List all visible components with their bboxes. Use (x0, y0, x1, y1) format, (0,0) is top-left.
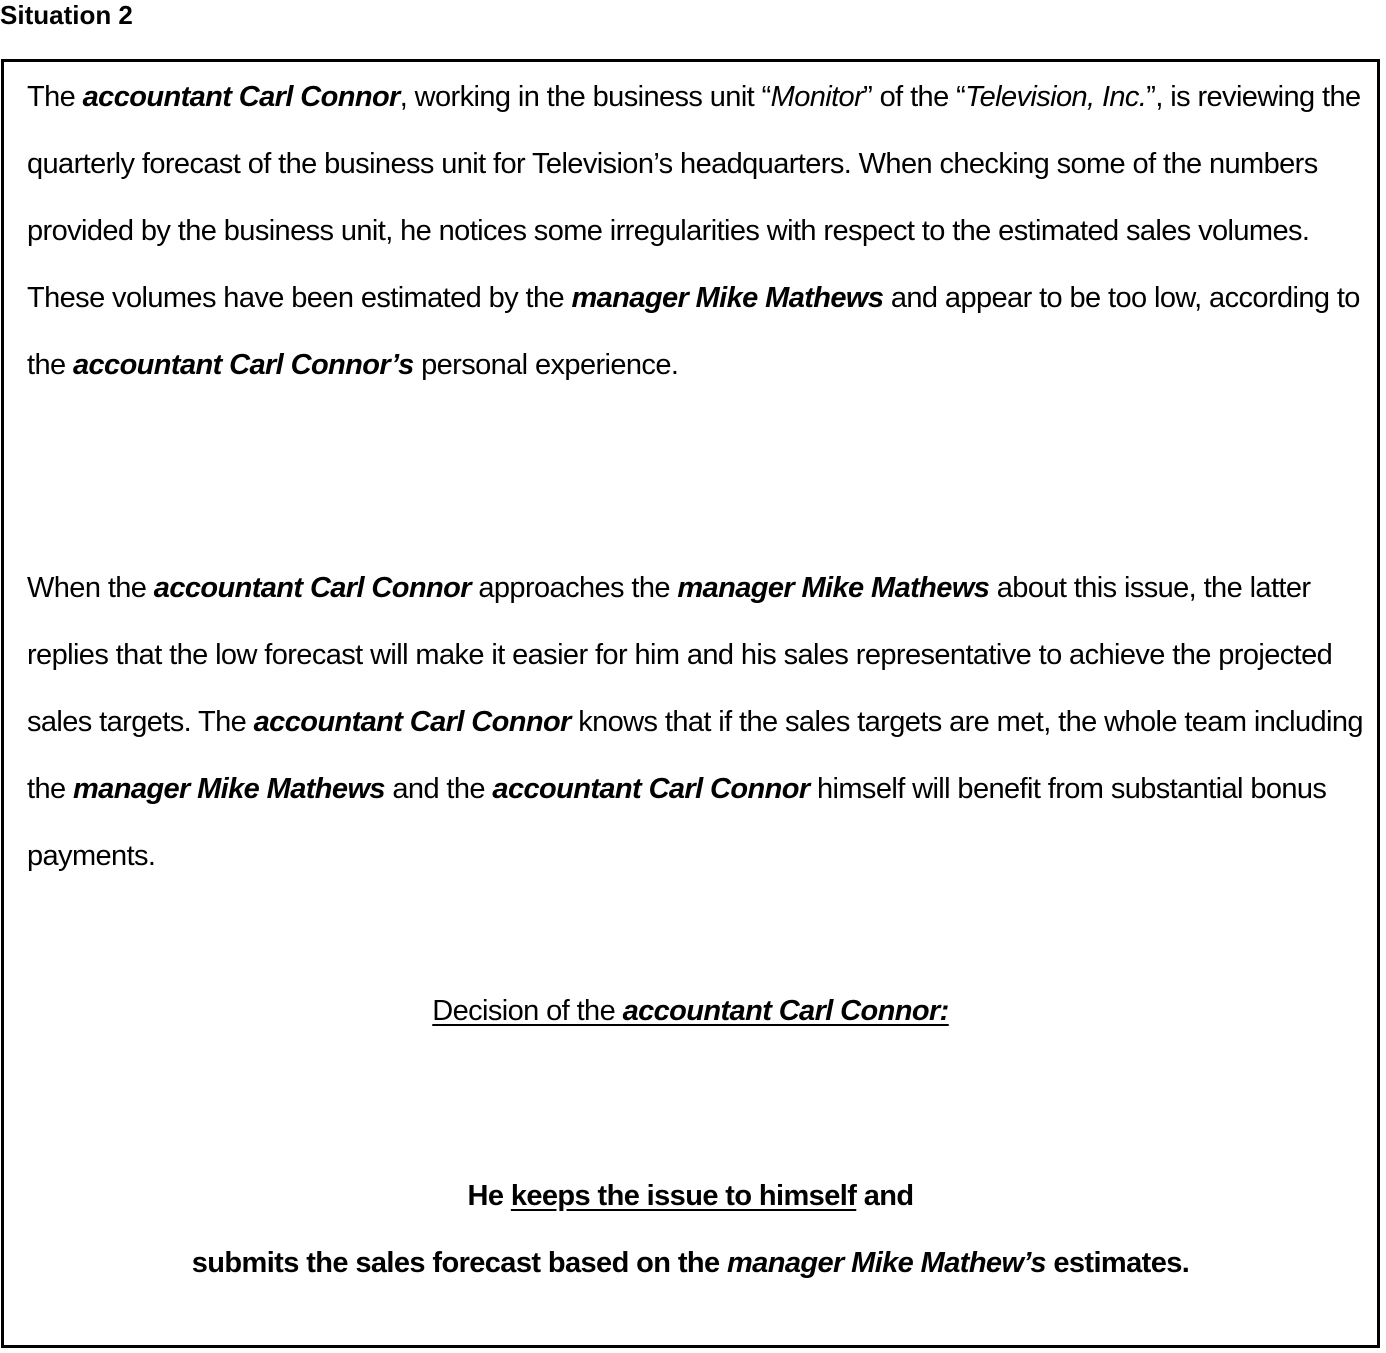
p1-text-6: personal experience. (413, 349, 679, 381)
p2-text-1: When the (27, 572, 154, 604)
action-line2-suffix: estimates. (1045, 1247, 1190, 1279)
decision-action-line-1 (4, 1176, 1377, 1216)
p2-manager-name-1: manager Mike Mathews (677, 572, 990, 604)
p2-text-5: and the (384, 773, 493, 805)
p2-text-6: himself will benefit from substantial bonus payments. (27, 773, 1327, 872)
paragraph-situation-description (27, 64, 1367, 399)
p1-accountant-name-1: accountant Carl Connor (82, 81, 400, 113)
paragraph-situation-conflict (27, 555, 1367, 890)
p1-text-2: , working in the business unit “ (399, 81, 771, 113)
p1-text-3: ” of the “ (863, 81, 966, 113)
p1-company-name: Television, Inc. (965, 81, 1147, 113)
action-line2-prefix: submits the sales forecast based on the (191, 1247, 727, 1279)
p1-accountant-name-2: accountant Carl Connor’s (72, 349, 414, 381)
p1-text-1: The (27, 81, 83, 113)
action-line1-underlined: keeps the issue to himself (510, 1180, 857, 1212)
decision-heading (4, 991, 1377, 1031)
action-line1-prefix: He (467, 1180, 511, 1212)
action-line2-manager-name: manager Mike Mathew’s (727, 1247, 1046, 1279)
p2-text-2: approaches the (470, 572, 678, 604)
action-line1-suffix: and (856, 1180, 914, 1212)
p1-text-4: ”, is reviewing the quarterly forecast of the business unit for Television’s headquarters. When checking some of the numbers provided by the business unit, he notices some irregularities with respect to the estimated sales volumes. These volumes have been estimated by the (27, 81, 1361, 314)
p2-accountant-name-1: accountant Carl Connor (153, 572, 471, 604)
p2-accountant-name-2: accountant Carl Connor (253, 706, 571, 738)
decision-action-line-2 (4, 1243, 1377, 1283)
decision-accountant-name: accountant Carl Connor: (622, 995, 949, 1027)
p1-business-unit-name: Monitor (770, 81, 864, 113)
decision-prefix: Decision of the (432, 995, 623, 1027)
p1-text-5: and appear to be too low, according to the (27, 282, 1360, 381)
situation-box (1, 59, 1380, 1348)
p1-manager-name: manager Mike Mathews (571, 282, 884, 314)
situation-heading: Situation 2 (0, 0, 133, 30)
p2-manager-name-2: manager Mike Mathews (72, 773, 385, 805)
p2-text-3: about this issue, the latter replies that the low forecast will make it easier for him and his sales representative to achieve the projected sales targets. The (27, 572, 1333, 738)
p2-text-4: knows that if the sales targets are met, the whole team including the (27, 706, 1363, 805)
p2-accountant-name-3: accountant Carl Connor (492, 773, 810, 805)
